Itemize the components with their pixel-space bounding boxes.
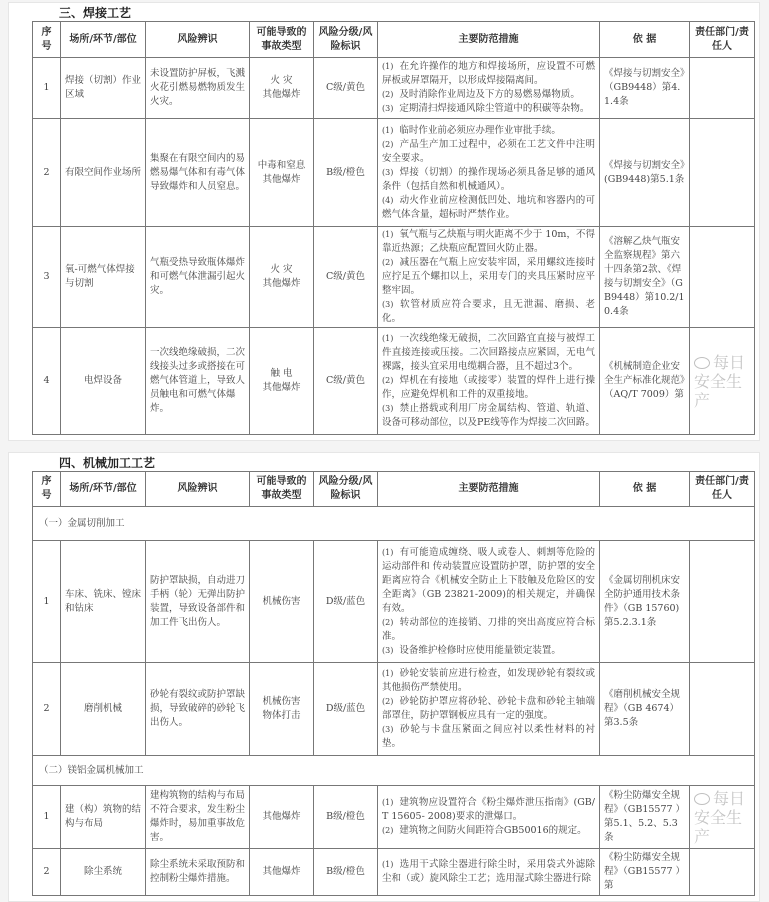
measure-index: (3) [382,725,394,734]
section-title: 四、机械加工工艺 [59,456,156,470]
row-number: 2 [33,663,61,756]
col-no-header: 序号 [33,22,61,58]
measure-item [382,228,595,256]
measure-index: (2) [382,826,394,835]
measure-item [382,402,595,430]
measure-index: (1) [382,334,394,343]
measure-index: (1) [382,798,394,807]
responsible-cell [690,328,755,435]
measure-text: 转动部位的连接销、刀排的突出高度应符合标准。 [382,616,595,642]
col-accident-header: 可能导致的事故类型 [250,22,314,58]
measure-text: 选用干式除尘器进行除尘时，采用袋式外滤除尘和（或）旋风除尘工艺；选用湿式除尘器进行除 [382,859,595,884]
measure-text: 一次线绝缘无破损，二次回路宜直接与被焊工件直接连接或压接。二次回路接点应紧固，无电气裸露，接头宜采用电缆耦合器，且不超过3个。 [382,333,595,372]
risk-cell: 气瓶受热导致瓶体爆炸和可燃气体泄漏引起火灾。 [146,227,250,328]
risk-cell: 一次线绝缘破损，二次线接头过多或搭接在可燃气体管道上，导致人员触电和可燃气体爆炸。 [146,328,250,435]
measure-text: 产品生产加工过程中，必须在工艺文件中注明安全要求。 [382,138,595,164]
measure-text: 设备维护检修时应使用能量锁定装置。 [399,644,561,656]
row-number: 1 [33,58,61,119]
responsible-cell [690,541,755,663]
measure-index: (2) [382,258,394,267]
risk-level-cell: C级/黄色 [314,227,378,328]
header-row [33,472,755,507]
measure-index: (1) [382,669,394,678]
measure-index: (2) [382,139,394,149]
risk-level-cell: B级/橙色 [314,786,378,849]
responsible-cell [690,227,755,328]
risk-cell: 砂轮有裂纹或防护罩缺损，导致破碎的砂轮飞出伤人。 [146,663,250,756]
measure-index: (2) [382,376,394,385]
watermark [694,353,750,410]
measure-text: 焊接（切割）的操作现场必须具备足够的通风条件（包括自然和机械通风）。 [382,166,595,192]
basis-cell: 《粉尘防爆安全规程》（GB15577 ）第 [600,849,690,896]
accident-type-cell [250,541,314,663]
place-cell: 有限空间作业场所 [61,119,146,227]
responsible-cell [690,119,755,227]
measure-item [382,858,595,886]
measure-item [382,166,595,194]
accident-type-cell [250,119,314,227]
risk-cell: 除尘系统未采取预防和控制粉尘爆炸措施。 [146,849,250,896]
section-card-welding [8,2,760,441]
accident-type-cell [250,58,314,119]
measure-text: 砂轮与卡盘压紧面之间应衬以柔性材料的衬垫。 [382,724,595,749]
measure-text: 临时作业前必须应办理作业审批手续。 [399,124,561,136]
measure-text: 动火作业前应检测低凹处、地坑和容器内的可燃气体含量，超标时严禁作业。 [382,194,595,220]
accident-type: 其他爆炸 [262,811,301,822]
accident-type: 其他爆炸 [262,866,301,877]
section-card-machining [8,452,760,902]
measures-cell [378,541,600,663]
place-cell: 建（构）筑物的结构与布局 [61,786,146,849]
measure-index: (1) [382,62,394,71]
measure-text: 及时消除作业周边及下方的易燃易爆物质。 [399,89,580,100]
col-place-header: 场所/环节/部位 [61,22,146,58]
col-level-header: 风险分级/风险标识 [314,472,378,507]
measures-cell [378,227,600,328]
risk-level-cell: C级/黄色 [314,58,378,119]
subsection-row [33,756,755,786]
place-cell: 车床、铣床、镗床和钻床 [61,541,146,663]
row-number: 2 [33,119,61,227]
measure-item [382,695,595,723]
watermark [694,789,750,846]
measures-cell [378,786,600,849]
risk-level-cell: D级/蓝色 [314,663,378,756]
place-cell: 氧-可燃气体焊接与切割 [61,227,146,328]
col-basis-header: 依 据 [600,22,690,58]
measures-cell [378,663,600,756]
subsection-title: （二）镁铝金属机械加工 [33,756,755,786]
measure-index: (2) [382,617,394,627]
table-row [33,663,755,756]
measure-text: 有可能造成缠绕、吸人或卷人、刺割等危险的运动部件和 传动装置应设置防护罩，防护罩的安全距离应符合《机械安全防止上下肢触及危险区的安全距离》（GB 23821-2009)的相关规定，并确保有效。 [382,546,595,614]
measure-index: (3) [382,404,394,413]
risk-cell: 建构筑物的结构与布局不符合要求，发生粉尘爆炸时，易加重事故危害。 [146,786,250,849]
col-risk-header: 风险辨识 [146,22,250,58]
table-row [33,541,755,663]
responsible-cell [690,663,755,756]
measure-item [382,667,595,695]
measure-index: (4) [382,195,394,205]
col-place-header: 场所/环节/部位 [61,472,146,507]
subsection-row [33,507,755,541]
measure-item [382,88,595,102]
measure-item [382,374,595,402]
measure-index: (1) [382,125,394,135]
measure-item [382,256,595,298]
watermark-text: 每日安全生产 [694,788,746,846]
header-row [33,22,755,58]
accident-type: 火 灾 [270,264,293,275]
measure-index: (3) [382,167,394,177]
measure-item [382,60,595,88]
measure-item [382,102,595,116]
measure-text: 砂轮安装前应进行检查，如发现砂轮有裂纹或其他损伤严禁使用。 [382,668,595,693]
basis-cell: 《粉尘防爆安全规程》（GB15577 ）第5.1、5.2、5.3条 [600,786,690,849]
measure-text: 建筑物之间防火间距符合GB50016的规定。 [399,825,587,836]
row-number: 4 [33,328,61,435]
risk-cell: 未设置防护屏板，飞溅火花引燃易燃物质发生火灾。 [146,58,250,119]
row-number: 1 [33,786,61,849]
measure-index: (2) [382,90,394,99]
subsection-title: （一）金属切削加工 [33,507,755,541]
measures-cell [378,58,600,119]
place-cell: 磨削机械 [61,663,146,756]
accident-type-cell [250,328,314,435]
measure-text: 砂轮防护罩应将砂轮、砂轮卡盘和砂轮主轴端部罩住，防护罩钢板应具有一定的强度。 [382,696,595,721]
risk-table-welding [32,21,755,435]
measure-item [382,194,595,222]
basis-cell: 《焊接与切割安全》（GB9448）第4.1.4条 [600,58,690,119]
measure-text: 定期清扫焊接通风除尘管道中的积碳等杂物。 [399,103,590,114]
watermark-text: 每日安全生产 [694,352,746,410]
measure-item [382,332,595,374]
col-responsible-header: 责任部门/责任人 [690,472,755,507]
basis-cell: 《焊接与切割安全》(GB9448)第5.1条 [600,119,690,227]
col-no-header: 序号 [33,472,61,507]
col-responsible-header: 责任部门/责任人 [690,22,755,58]
accident-type-cell [250,663,314,756]
accident-type: 火 灾 [270,75,293,86]
measure-index: (2) [382,697,394,706]
accident-type-cell [250,786,314,849]
table-row [33,227,755,328]
risk-cell: 防护罩缺损，自动进刀手柄（轮）无弹出防护装置，导致设备部件和加工件飞出伤人。 [146,541,250,663]
accident-type: 触 电 [270,368,293,379]
accident-type: 其他爆炸 [262,278,301,289]
responsible-cell [690,849,755,896]
col-measures-header: 主要防范措施 [378,472,600,507]
accident-type: 其他爆炸 [262,89,301,100]
table-row [33,786,755,849]
accident-type: 中毒和窒息 [257,159,306,171]
col-accident-header: 可能导致的事故类型 [250,472,314,507]
accident-type-cell [250,227,314,328]
accident-type: 其他爆炸 [262,173,301,185]
accident-type-cell [250,849,314,896]
measure-item [382,644,595,658]
accident-type: 物体打击 [262,710,301,721]
risk-level-cell: D级/蓝色 [314,541,378,663]
measure-index: (1) [382,547,394,557]
accident-type: 其他爆炸 [262,382,301,393]
col-measures-header: 主要防范措施 [378,22,600,58]
section-title: 三、焊接工艺 [59,6,132,20]
row-number: 1 [33,541,61,663]
col-basis-header: 依 据 [600,472,690,507]
basis-cell: 《金属切削机床安全防护通用技术条件》（GB 15760)第5.2.3.1条 [600,541,690,663]
basis-cell: 《溶解乙炔气瓶安全监察规程》第六十四条第2款、《焊接与切割安全》（GB9448）第10.2/10.4条 [600,227,690,328]
table-row [33,849,755,896]
measure-text: 氧气瓶与乙炔瓶与明火距离不少于 10m，不得靠近热源；乙炔瓶应配置回火防止器。 [382,229,595,254]
measure-text: 在允许操作的地方和焊接场所，应设置不可燃屏板或屏罩隔开，以形成焊接隔离间。 [382,61,595,86]
risk-level-cell: B级/橙色 [314,849,378,896]
measure-text: 减压器在气瓶上应安装牢固，采用螺纹连接时应拧足五个螺扣以上，采用专门的夹具压紧时应平整牢固。 [382,257,595,296]
measures-cell [378,328,600,435]
col-risk-header: 风险辨识 [146,472,250,507]
measure-item [382,546,595,616]
row-number: 2 [33,849,61,896]
basis-cell: 《磨削机械安全规程》（GB 4674）第3.5条 [600,663,690,756]
table-row [33,58,755,119]
measure-index: (1) [382,860,394,869]
place-cell: 除尘系统 [61,849,146,896]
measure-item [382,824,595,838]
col-level-header: 风险分级/风险标识 [314,22,378,58]
measure-text: 软管材质应符合要求，且无泄漏、磨损、老化。 [382,299,595,324]
measure-item [382,298,595,326]
measure-index: (3) [382,645,394,655]
table-row [33,119,755,227]
measures-cell [378,849,600,896]
risk-level-cell: B级/橙色 [314,119,378,227]
accident-type: 机械伤害 [262,696,301,707]
measure-text: 建筑物应设置符合《粉尘爆炸泄压指南》(GB/T 15605- 2008)要求的泄爆口。 [382,797,595,822]
measure-item [382,138,595,166]
measures-cell [378,119,600,227]
basis-cell: 《机械制造企业安全生产标准化规范》（AQ/T 7009）第 [600,328,690,435]
measure-text: 禁止搭载或利用厂房金属结构、管道、轨道、设备可移动部位，以及PE线等作为焊接二次回路。 [382,403,595,428]
row-number: 3 [33,227,61,328]
risk-cell: 集聚在有限空间内的易燃易爆气体和有毒气体导致爆炸和人员窒息。 [146,119,250,227]
accident-type: 机械伤害 [262,595,301,607]
place-cell: 电焊设备 [61,328,146,435]
risk-level-cell: C级/黄色 [314,328,378,435]
wechat-icon [694,793,710,805]
measure-item [382,124,595,138]
wechat-icon [694,357,710,369]
risk-table-machining [32,471,755,896]
measure-index: (3) [382,104,394,113]
measure-item [382,723,595,751]
place-cell: 焊接（切割）作业区域 [61,58,146,119]
responsible-cell [690,786,755,849]
measure-item [382,616,595,644]
measure-index: (1) [382,230,394,239]
measure-index: (3) [382,300,394,309]
measure-item [382,796,595,824]
measure-text: 焊机在有接地（或接零）装置的焊件上进行操作，应避免焊机和工件的双重接地。 [382,375,595,400]
table-row [33,328,755,435]
responsible-cell [690,58,755,119]
